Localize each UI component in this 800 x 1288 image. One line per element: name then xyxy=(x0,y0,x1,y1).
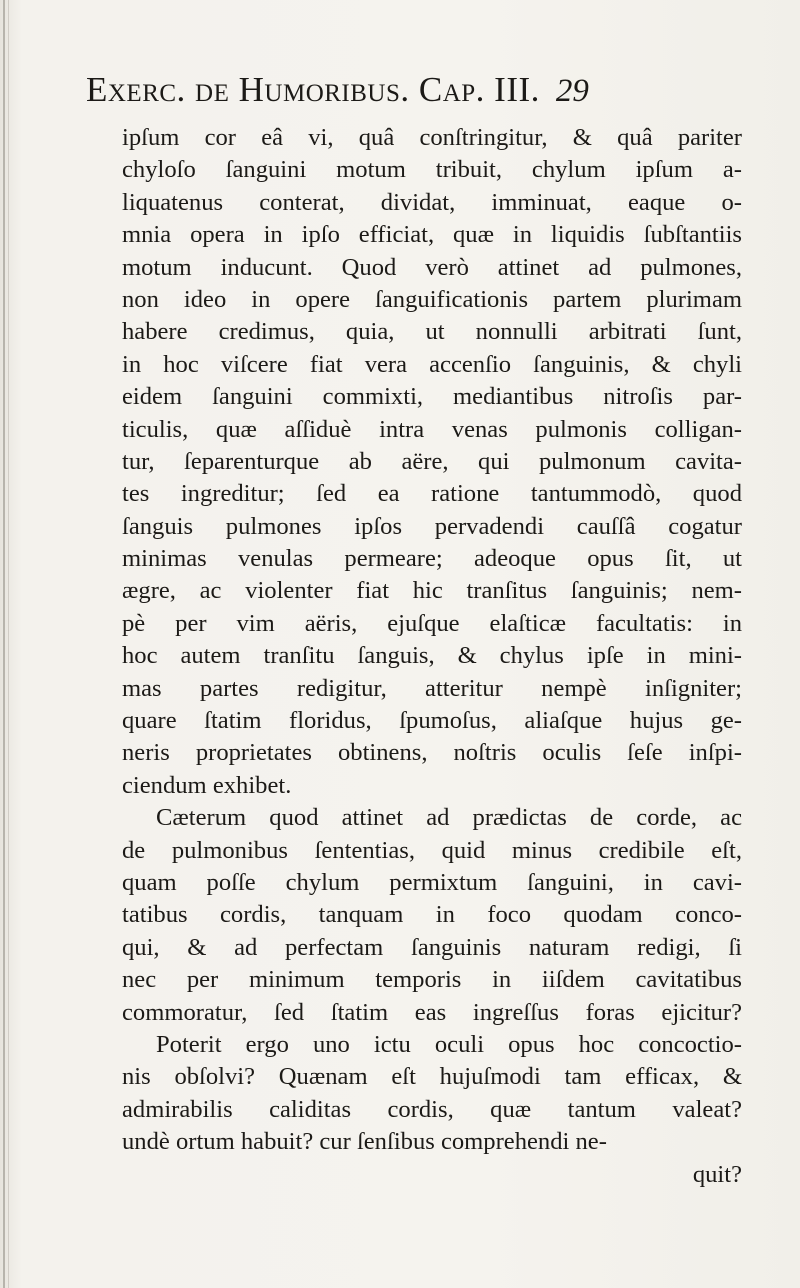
running-head-title: Exerc. de Humoribus. Cap. III. xyxy=(86,70,540,109)
text-line: neris proprietates obtinens, noſtris oculis ſeſe inſpi- xyxy=(122,739,742,767)
text-line: ægre, ac violenter fiat hic tranſitus ſanguinis; nem- xyxy=(122,577,742,605)
text-line: mas partes redigitur, atteritur nempè inſigniter; xyxy=(122,674,742,702)
text-line: motum inducunt. Quod verò attinet ad pulmones, xyxy=(122,253,742,281)
text-line: habere credimus, quia, ut nonnulli arbitrati ſunt, xyxy=(122,318,742,346)
paragraph-start-line: Cæterum quod attinet ad prædictas de corde, ac xyxy=(156,804,742,832)
text-line: quare ſtatim floridus, ſpumoſus, aliaſque hujus ge- xyxy=(122,707,742,735)
text-line: ticulis, quæ aſſiduè intra venas pulmonis colligan- xyxy=(122,415,742,443)
page-gutter-edge xyxy=(3,0,5,1288)
text-line: ſanguis pulmones ipſos pervadendi cauſſâ cogatur xyxy=(122,512,742,540)
text-line: tatibus cordis, tanquam in foco quodam conco- xyxy=(122,901,742,929)
text-line: pè per vim aëris, ejuſque elaſticæ facultatis: in xyxy=(122,609,742,637)
page-gutter-shadow xyxy=(8,0,9,1288)
paragraph-start-line: Poterit ergo uno ictu oculi opus hoc concoctio- xyxy=(156,1030,742,1058)
text-line: tes ingreditur; ſed ea ratione tantummodò, quod xyxy=(122,480,742,508)
text-line: chyloſo ſanguini motum tribuit, chylum ipſum a- xyxy=(122,156,742,184)
text-line: admirabilis caliditas cordis, quæ tantum valeat? xyxy=(122,1095,742,1123)
body-text xyxy=(122,122,742,1191)
text-line: ipſum cor eâ vi, quâ conſtringitur, & quâ pariter xyxy=(122,124,742,151)
text-line: mnia opera in ipſo efficiat, quæ in liquidis ſubſtantiis xyxy=(122,221,742,249)
text-line: non ideo in opere ſanguificationis partem plurimam xyxy=(122,285,742,313)
text-line: ciendum exhibet. xyxy=(122,771,292,799)
catchword: quit? xyxy=(692,1160,742,1188)
text-line: de pulmonibus ſententias, quid minus credibile eſt, xyxy=(122,836,742,864)
text-line: tur, ſeparenturque ab aëre, qui pulmonum cavita- xyxy=(122,447,742,475)
text-line: qui, & ad perfectam ſanguinis naturam redigi, ſi xyxy=(122,933,742,961)
page-number: 29 xyxy=(555,73,589,109)
text-line: nec per minimum temporis in iiſdem cavitatibus xyxy=(122,966,742,994)
text-line: liquatenus conterat, dividat, imminuat, eaque o- xyxy=(122,188,742,216)
running-head xyxy=(86,70,726,114)
text-line: undè ortum habuit? cur ſenſibus comprehendi ne- xyxy=(122,1128,607,1156)
text-line: nis obſolvi? Quænam eſt hujuſmodi tam efficax, & xyxy=(122,1063,742,1091)
text-line: commoratur, ſed ſtatim eas ingreſſus foras ejicitur? xyxy=(122,998,742,1026)
text-line: in hoc viſcere fiat vera accenſio ſanguinis, & chyli xyxy=(122,350,742,378)
text-line: eidem ſanguini commixti, mediantibus nitroſis par- xyxy=(122,383,742,411)
text-line: hoc autem tranſitu ſanguis, & chylus ipſe in mini- xyxy=(122,642,742,670)
text-line: minimas venulas permeare; adeoque opus ſit, ut xyxy=(122,545,742,573)
text-line: quam poſſe chylum permixtum ſanguini, in cavi- xyxy=(122,868,742,896)
